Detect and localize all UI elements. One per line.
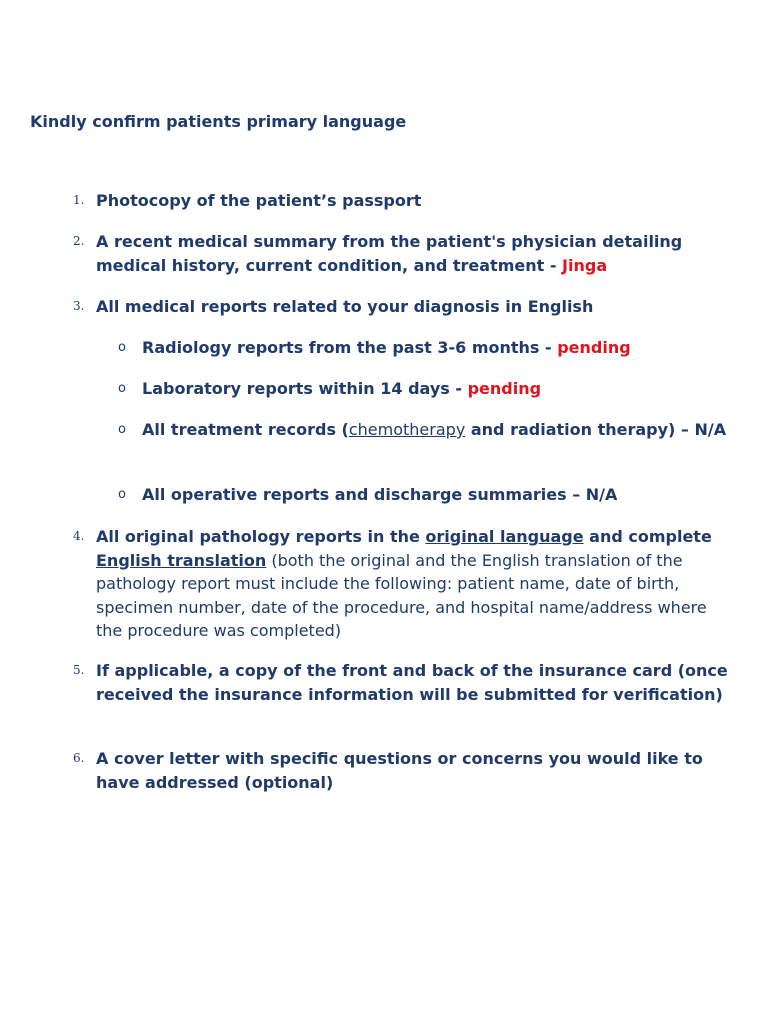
bullet-circle-icon: o <box>118 487 126 502</box>
list-item-text: Photocopy of the patient’s passport <box>96 191 422 210</box>
list-number: 5. <box>73 663 85 677</box>
status-badge: Jinga <box>562 255 608 275</box>
list-item-text: If applicable, a copy of the front and back of the insurance card (once received the insurance information will be submitted for verification) <box>96 661 728 704</box>
sub-item-text: Laboratory reports within 14 days - <box>142 379 468 398</box>
list-item-insurance-card <box>73 659 736 706</box>
sub-item-laboratory <box>118 377 738 401</box>
list-number: 4. <box>73 529 85 543</box>
list-number: 6. <box>73 751 85 765</box>
list-item-detail: (both the original and the English translation of the pathology report must include the following: patient name, date of birth, specimen number, date of the procedure, and hospital name/address where the procedure was completed) <box>96 550 707 640</box>
list-number: 1. <box>73 193 85 207</box>
list-number: 3. <box>73 299 85 313</box>
list-item-pathology-reports <box>73 525 736 643</box>
status-badge: pending <box>557 338 631 357</box>
list-item-medical-reports <box>73 295 736 319</box>
sub-item-text: All treatment records ( <box>142 420 349 439</box>
list-item-cover-letter <box>73 747 736 794</box>
list-item-text: All original pathology reports in the <box>96 527 426 546</box>
list-number: 2. <box>73 234 85 248</box>
english-translation-link[interactable]: English translation <box>96 550 267 570</box>
bullet-circle-icon: o <box>118 422 126 437</box>
bullet-circle-icon: o <box>118 340 126 355</box>
sub-item-text: and radiation therapy) – N/A <box>465 420 727 439</box>
list-item-text: A recent medical summary from the patient's physician detailing medical history, current condition, and treatment - <box>96 232 683 275</box>
page-heading: Kindly confirm patients primary language <box>30 112 407 131</box>
chemotherapy-link[interactable]: chemotherapy <box>348 420 466 439</box>
status-badge: pending <box>467 379 542 398</box>
list-item-passport <box>73 189 736 213</box>
list-item-text: All medical reports related to your diagnosis in English <box>96 297 594 316</box>
sub-item-operative-reports <box>118 483 738 507</box>
list-item-text: A cover letter with specific questions or concerns you would like to have addressed (optional) <box>96 749 703 792</box>
sub-item-treatment-records <box>118 418 738 442</box>
sub-item-text: Radiology reports from the past 3-6 months - <box>142 338 558 357</box>
original-language-link[interactable]: original language <box>425 527 584 546</box>
sub-item-text: All operative reports and discharge summaries – N/A <box>142 485 618 504</box>
list-item-medical-summary <box>73 230 736 277</box>
list-item-text: and complete <box>583 527 712 546</box>
sub-item-radiology <box>118 336 738 360</box>
bullet-circle-icon: o <box>118 381 126 396</box>
